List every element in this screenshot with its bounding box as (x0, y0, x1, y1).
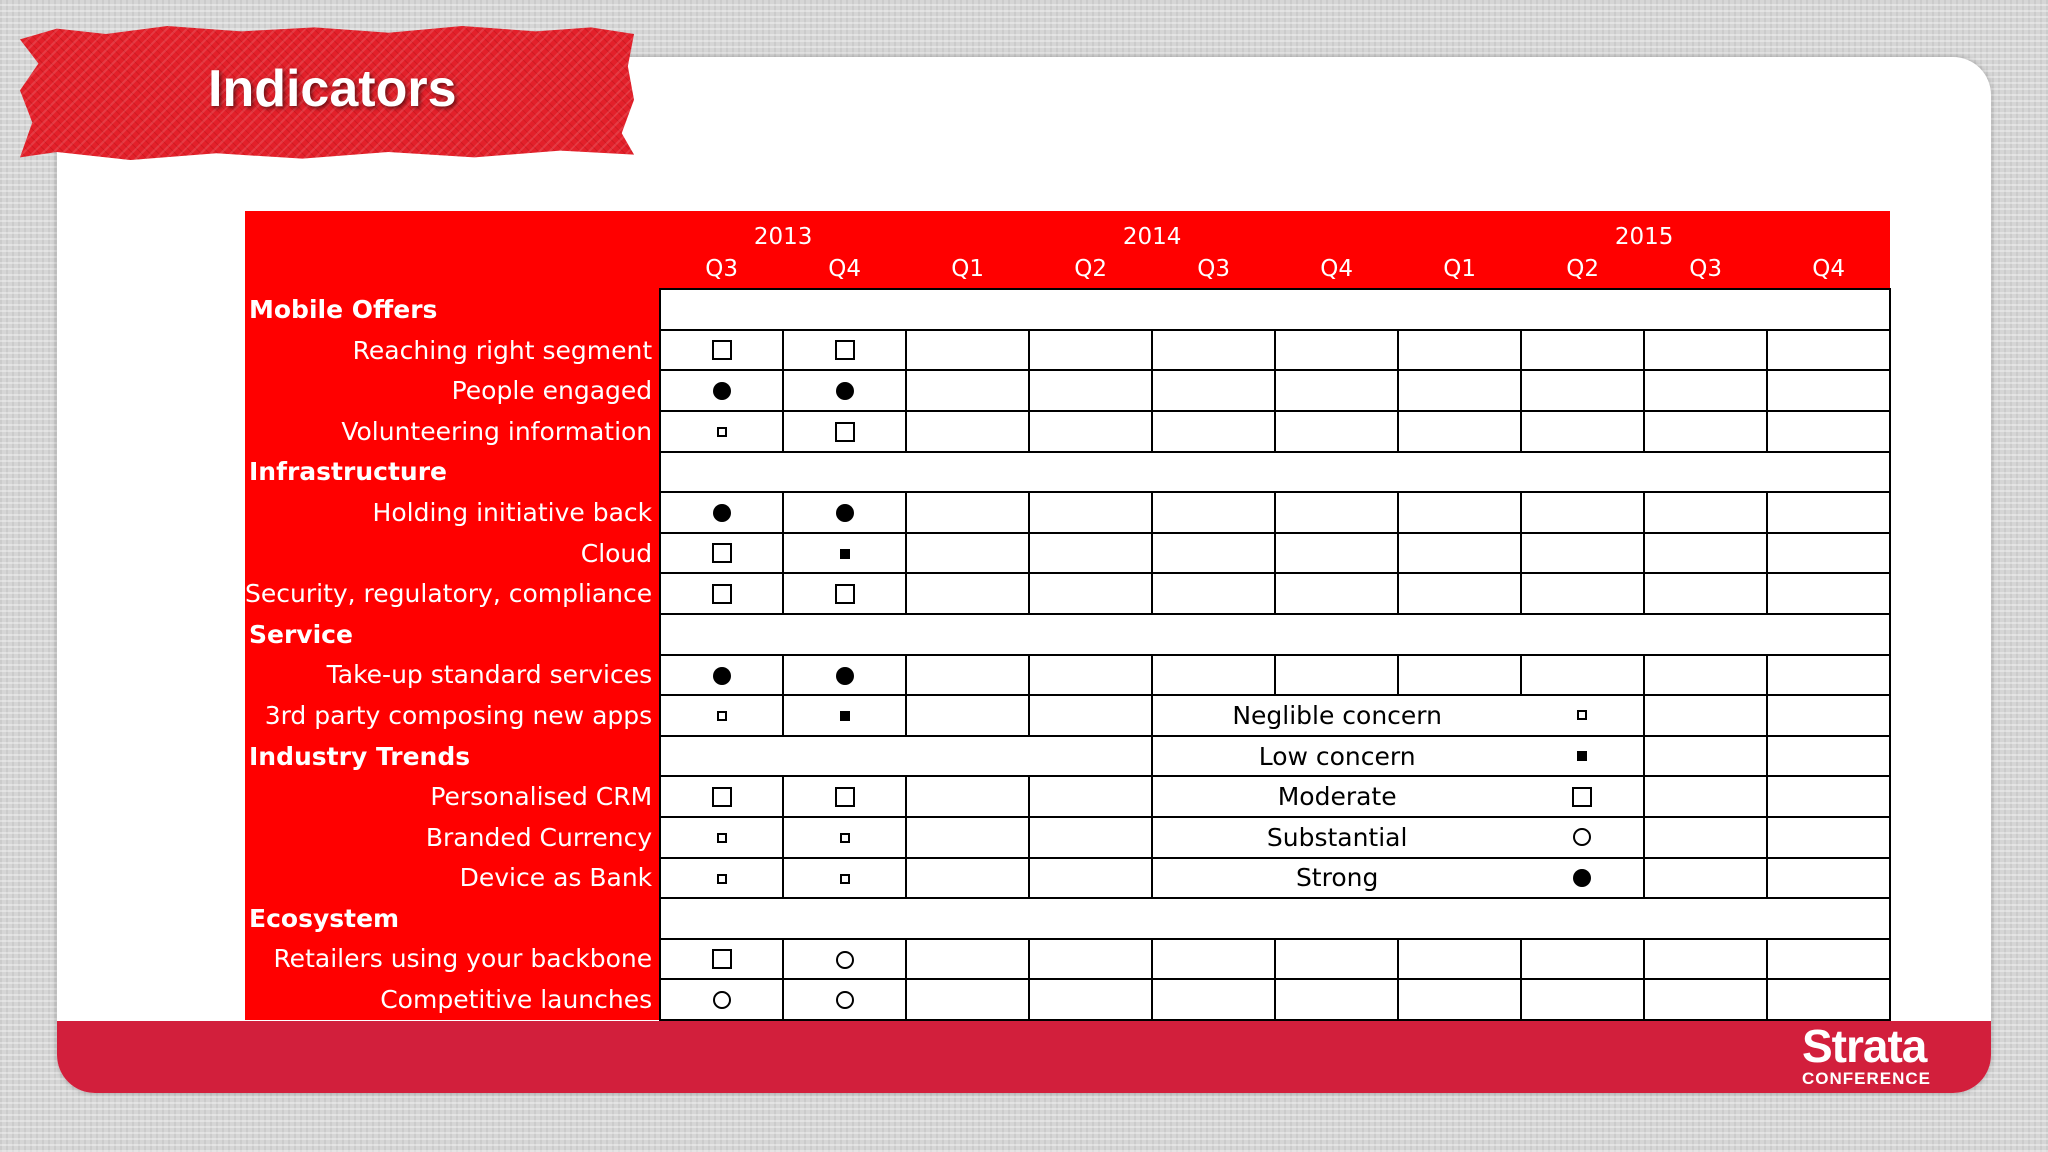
indicator-cell (1644, 370, 1767, 411)
indicator-label: Cloud (245, 533, 660, 574)
section-row (245, 289, 1890, 330)
indicator-cell (1152, 492, 1275, 533)
negligible-symbol (717, 833, 727, 843)
legend-cell (1152, 817, 1644, 858)
section-fill (660, 614, 1890, 655)
indicator-cell (1767, 533, 1890, 574)
indicator-cell (1275, 533, 1398, 574)
quarter-header: Q4 (783, 250, 906, 290)
strong-symbol (713, 667, 731, 685)
indicator-cell (1152, 330, 1275, 371)
indicator-cell (1152, 411, 1275, 452)
indicator-cell (1275, 411, 1398, 452)
indicator-cell (1152, 370, 1275, 411)
indicator-row (245, 979, 1890, 1020)
indicator-cell (1521, 492, 1644, 533)
indicator-cell (1029, 979, 1152, 1020)
indicator-cell (1521, 655, 1644, 696)
indicator-cell (906, 939, 1029, 980)
quarter-header: Q1 (1398, 250, 1521, 290)
moderate-symbol (712, 543, 732, 563)
indicator-cell (906, 979, 1029, 1020)
year-header: 2013 (660, 211, 906, 250)
moderate-symbol (835, 584, 855, 604)
indicator-cell (1152, 939, 1275, 980)
indicator-cell (906, 858, 1029, 899)
indicator-row (245, 817, 1890, 858)
indicator-cell (783, 330, 906, 371)
indicator-cell (660, 411, 783, 452)
indicator-cell (660, 858, 783, 899)
indicator-cell (1644, 533, 1767, 574)
indicator-cell (1521, 979, 1644, 1020)
legend-cell (1152, 695, 1644, 736)
indicator-cell (1644, 330, 1767, 371)
legend-entry (1153, 696, 1643, 734)
indicator-cell (660, 939, 783, 980)
moderate-symbol (1572, 787, 1592, 807)
indicator-cell (783, 979, 906, 1020)
negligible-symbol (840, 874, 850, 884)
section-label: Industry Trends (245, 736, 660, 777)
indicator-cell (1644, 776, 1767, 817)
indicator-cell (660, 695, 783, 736)
legend-symbol-slot (1521, 787, 1643, 807)
negligible-symbol (1577, 710, 1587, 720)
indicator-cell (660, 573, 783, 614)
indicator-row (245, 533, 1890, 574)
indicator-cell (1029, 695, 1152, 736)
indicator-cell (1029, 776, 1152, 817)
indicator-row (245, 330, 1890, 371)
indicator-cell (1644, 817, 1767, 858)
indicator-cell (660, 979, 783, 1020)
indicator-cell (906, 573, 1029, 614)
indicator-label: Take-up standard services (245, 655, 660, 696)
indicator-cell (660, 817, 783, 858)
indicator-cell (1644, 655, 1767, 696)
legend-label: Moderate (1277, 782, 1397, 812)
indicator-cell (1398, 411, 1521, 452)
indicator-cell (1398, 533, 1521, 574)
indicator-cell (1767, 736, 1890, 777)
table-body (245, 289, 1890, 1020)
indicator-cell (1644, 736, 1767, 777)
indicator-cell (1767, 330, 1890, 371)
legend-symbol-slot (1521, 751, 1643, 761)
indicators-table (245, 211, 1891, 1021)
indicator-cell (1275, 655, 1398, 696)
indicator-label: Reaching right segment (245, 330, 660, 371)
section-row (245, 614, 1890, 655)
indicator-cell (1644, 573, 1767, 614)
quarter-header: Q3 (660, 250, 783, 290)
section-label: Infrastructure (245, 452, 660, 493)
indicator-row (245, 695, 1890, 736)
indicator-label: 3rd party composing new apps (245, 695, 660, 736)
legend-symbol-slot (1521, 710, 1643, 720)
indicator-cell (1767, 858, 1890, 899)
indicator-cell (1152, 655, 1275, 696)
section-row (245, 452, 1890, 493)
strong-symbol (836, 382, 854, 400)
indicator-row (245, 573, 1890, 614)
indicator-cell (1767, 492, 1890, 533)
year-header-row (245, 211, 1890, 250)
strata-conference-logo (1802, 1022, 1942, 1088)
legend-label: Neglible concern (1232, 700, 1442, 730)
indicator-cell (1644, 695, 1767, 736)
legend-label: Strong (1295, 863, 1379, 893)
indicator-cell (906, 695, 1029, 736)
section-row (245, 898, 1890, 939)
legend-cell (1152, 858, 1644, 899)
negligible-symbol (840, 833, 850, 843)
indicator-cell (1644, 939, 1767, 980)
section-row (245, 736, 1890, 777)
indicator-cell (783, 655, 906, 696)
indicator-cell (1521, 533, 1644, 574)
indicator-cell (1029, 411, 1152, 452)
indicator-cell (1521, 370, 1644, 411)
indicator-row (245, 858, 1890, 899)
negligible-symbol (717, 874, 727, 884)
quarter-header: Q2 (1521, 250, 1644, 290)
indicator-cell (1767, 979, 1890, 1020)
low-symbol (1577, 751, 1587, 761)
legend-entry (1153, 859, 1643, 897)
indicator-label: People engaged (245, 370, 660, 411)
indicator-cell (1767, 573, 1890, 614)
indicator-label: Security, regulatory, compliance (245, 573, 660, 614)
indicator-cell (1398, 939, 1521, 980)
legend-entry (1153, 778, 1643, 816)
indicator-cell (783, 776, 906, 817)
indicator-cell (660, 492, 783, 533)
indicator-cell (1029, 370, 1152, 411)
legend-label: Substantial (1266, 822, 1408, 852)
indicator-cell (1767, 817, 1890, 858)
indicator-cell (906, 776, 1029, 817)
indicator-cell (1029, 817, 1152, 858)
indicator-cell (1767, 776, 1890, 817)
indicator-cell (1152, 533, 1275, 574)
section-fill (660, 736, 1152, 777)
legend-entry (1153, 818, 1643, 856)
indicator-cell (1644, 492, 1767, 533)
indicator-cell (1029, 573, 1152, 614)
indicator-label: Competitive launches (245, 979, 660, 1020)
indicator-cell (906, 411, 1029, 452)
section-fill (660, 289, 1890, 330)
low-symbol (840, 549, 850, 559)
indicator-label: Device as Bank (245, 858, 660, 899)
substantial-symbol (1573, 828, 1591, 846)
indicator-cell (1029, 939, 1152, 980)
indicator-cell (1029, 533, 1152, 574)
moderate-symbol (712, 787, 732, 807)
logo-tagline: CONFERENCE (1802, 1069, 1932, 1088)
indicator-cell (1644, 979, 1767, 1020)
indicator-label: Holding initiative back (245, 492, 660, 533)
indicator-cell (1275, 939, 1398, 980)
indicator-cell (1275, 979, 1398, 1020)
legend-symbol-slot (1521, 828, 1643, 846)
section-fill (660, 452, 1890, 493)
substantial-symbol (836, 951, 854, 969)
legend-symbol-slot (1521, 869, 1643, 887)
section-label: Mobile Offers (245, 289, 660, 330)
section-fill (660, 898, 1890, 939)
indicator-cell (1029, 858, 1152, 899)
indicator-cell (1521, 330, 1644, 371)
indicator-cell (1521, 939, 1644, 980)
indicator-cell (1275, 573, 1398, 614)
indicator-cell (906, 492, 1029, 533)
moderate-symbol (835, 787, 855, 807)
indicator-cell (1521, 411, 1644, 452)
moderate-symbol (712, 340, 732, 360)
indicator-row (245, 776, 1890, 817)
quarter-header: Q1 (906, 250, 1029, 290)
indicator-cell (1029, 492, 1152, 533)
indicator-cell (1275, 330, 1398, 371)
indicator-cell (660, 370, 783, 411)
indicator-row (245, 370, 1890, 411)
indicator-cell (1152, 573, 1275, 614)
moderate-symbol (835, 340, 855, 360)
indicator-cell (783, 411, 906, 452)
indicator-label: Retailers using your backbone (245, 939, 660, 980)
indicator-cell (783, 939, 906, 980)
negligible-symbol (717, 427, 727, 437)
indicator-cell (906, 817, 1029, 858)
indicator-cell (1767, 411, 1890, 452)
quarter-header: Q2 (1029, 250, 1152, 290)
moderate-symbol (712, 584, 732, 604)
indicator-cell (660, 776, 783, 817)
indicator-cell (783, 370, 906, 411)
quarter-header: Q4 (1275, 250, 1398, 290)
indicator-label: Volunteering information (245, 411, 660, 452)
strong-symbol (1573, 869, 1591, 887)
indicator-row (245, 655, 1890, 696)
strong-symbol (836, 504, 854, 522)
indicator-cell (1029, 330, 1152, 371)
indicator-cell (783, 817, 906, 858)
indicator-cell (1398, 979, 1521, 1020)
negligible-symbol (717, 711, 727, 721)
moderate-symbol (712, 949, 732, 969)
strong-symbol (836, 667, 854, 685)
indicator-cell (1275, 492, 1398, 533)
indicator-cell (1398, 330, 1521, 371)
indicator-cell (1398, 573, 1521, 614)
low-symbol (840, 711, 850, 721)
legend-cell (1152, 776, 1644, 817)
indicator-cell (660, 533, 783, 574)
indicator-cell (1644, 858, 1767, 899)
indicator-cell (1767, 939, 1890, 980)
indicator-cell (783, 858, 906, 899)
indicator-label: Personalised CRM (245, 776, 660, 817)
slide-title: Indicators (208, 60, 457, 118)
moderate-symbol (835, 422, 855, 442)
strong-symbol (713, 504, 731, 522)
section-label: Ecosystem (245, 898, 660, 939)
legend-label: Low concern (1258, 741, 1416, 771)
indicator-cell (783, 573, 906, 614)
legend-cell (1152, 736, 1644, 777)
substantial-symbol (836, 991, 854, 1009)
quarter-header: Q3 (1644, 250, 1767, 290)
indicator-cell (1398, 492, 1521, 533)
substantial-symbol (713, 991, 731, 1009)
footer-band (57, 1021, 1991, 1093)
quarter-header: Q3 (1152, 250, 1275, 290)
strong-symbol (713, 382, 731, 400)
indicator-row (245, 411, 1890, 452)
year-header: 2015 (1398, 211, 1890, 250)
indicator-cell (1767, 370, 1890, 411)
section-label: Service (245, 614, 660, 655)
indicator-row (245, 492, 1890, 533)
quarter-header: Q4 (1767, 250, 1890, 290)
indicator-cell (783, 695, 906, 736)
indicator-cell (660, 330, 783, 371)
legend-entry (1153, 737, 1643, 775)
indicator-cell (906, 330, 1029, 371)
indicator-cell (1152, 979, 1275, 1020)
indicator-row (245, 939, 1890, 980)
indicator-cell (1398, 655, 1521, 696)
logo-name: Strata (1802, 1020, 1927, 1072)
indicator-cell (1767, 655, 1890, 696)
indicator-label: Branded Currency (245, 817, 660, 858)
corner-cell (245, 211, 660, 289)
indicator-cell (906, 655, 1029, 696)
indicator-cell (783, 533, 906, 574)
indicator-cell (906, 370, 1029, 411)
indicator-cell (1644, 411, 1767, 452)
indicator-cell (660, 655, 783, 696)
year-header: 2014 (906, 211, 1398, 250)
indicator-cell (1398, 370, 1521, 411)
indicator-cell (1275, 370, 1398, 411)
indicator-cell (783, 492, 906, 533)
indicator-cell (1521, 573, 1644, 614)
indicator-cell (1767, 695, 1890, 736)
indicator-cell (1029, 655, 1152, 696)
indicator-cell (906, 533, 1029, 574)
